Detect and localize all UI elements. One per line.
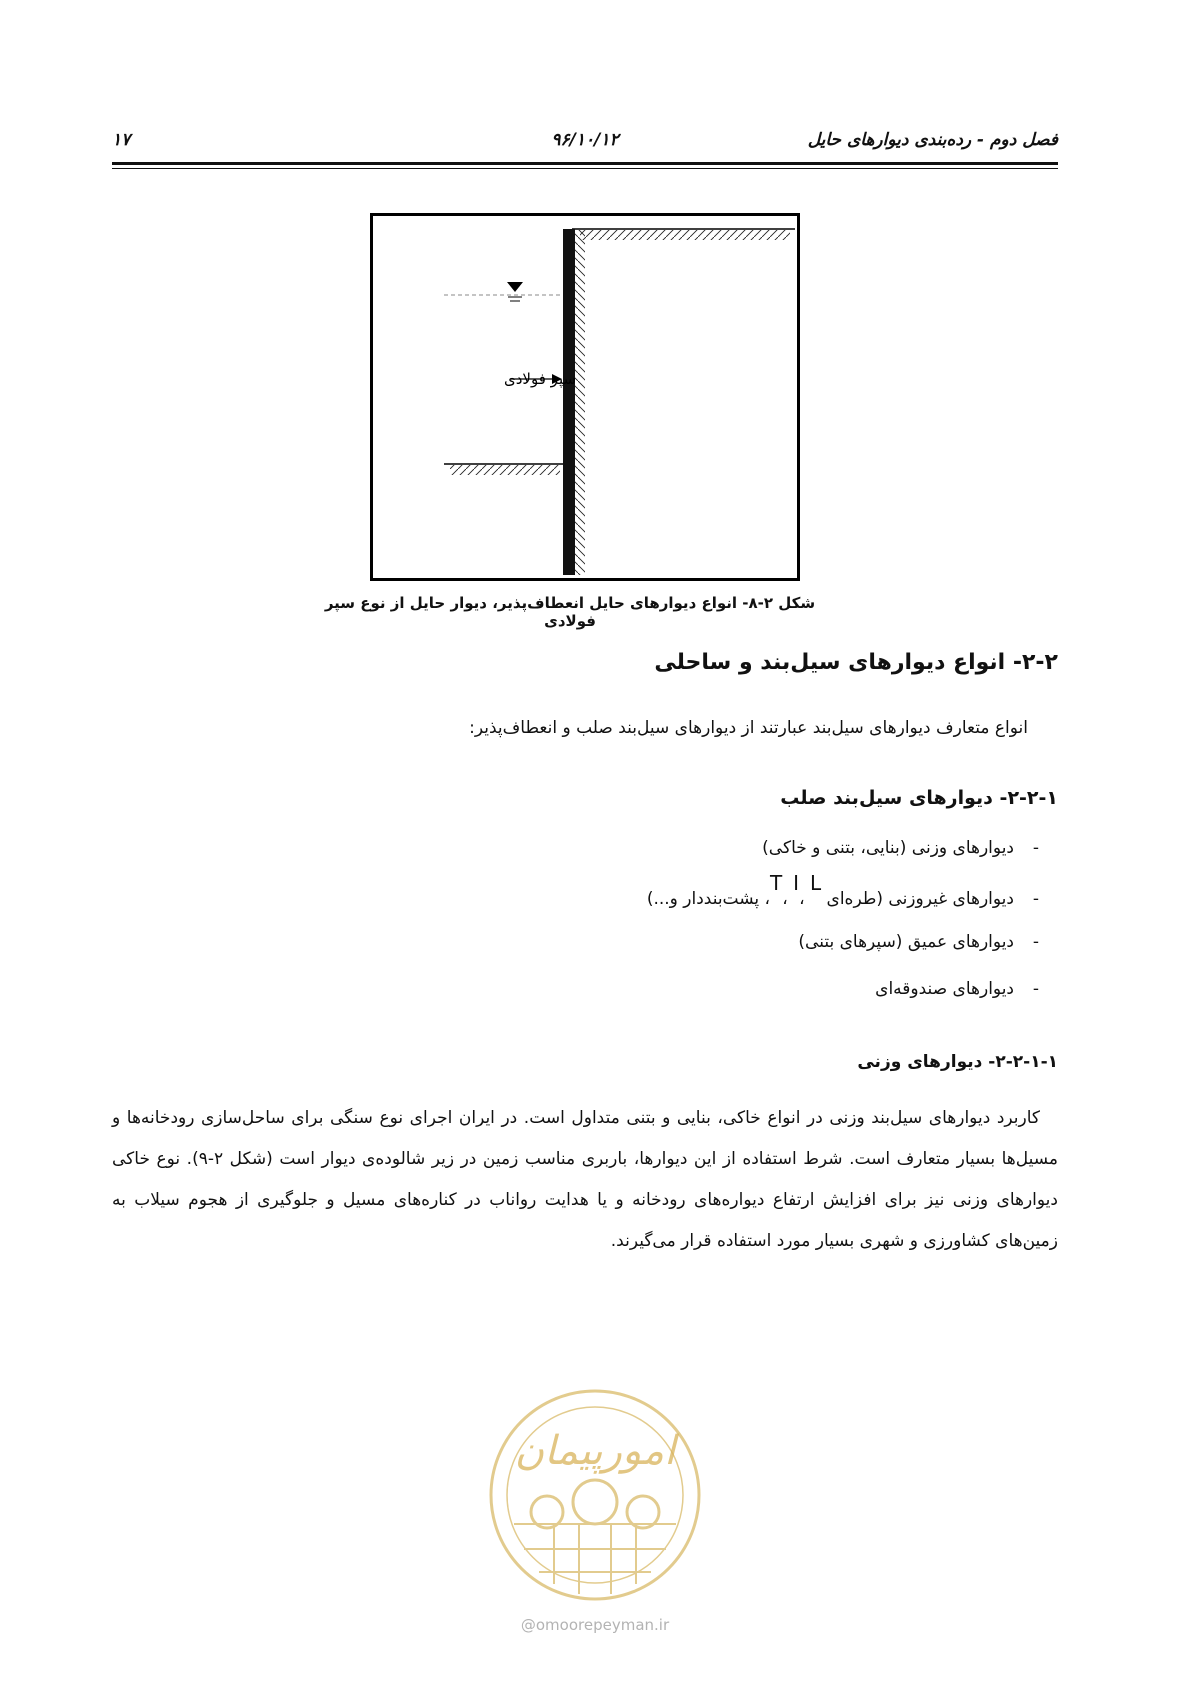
- watermark-seal-logo: [484, 1384, 706, 1606]
- figure-caption: شکل ۲-۸- انواع دیوارهای حایل انعطاف‌پذیر، دیوار حایل از نوع سپر فولادی: [324, 594, 816, 630]
- intro-paragraph: انواع متعارف دیوارهای سیل‌بند عبارتند از دیوارهای سیل‌بند صلب و انعطاف‌پذیر:: [469, 718, 1028, 738]
- header-date: ۹۶/۱۰/۱۲: [551, 130, 619, 150]
- letter-I: I: [793, 871, 800, 895]
- sheet-pile-label: سپر فولادی: [504, 370, 577, 388]
- body-paragraph: کاربرد دیوارهای سیل‌بند وزنی در انواع خاکی، بنایی و بتنی متداول است. در ایران اجرای نوع سنگی برای ساحل‌سازی رودخانه‌ها و مسیل‌ها بسیار متعارف است. شرط استفاده از این دیوارها، باربری مناسب زمین در زیر شالوده‌ی دیوار است (شکل ۲-۹). نوع خاکی دیوارهای وزنی نیز برای افزایش ارتفاع دیواره‌های رودخانه و یا هدایت رواناب در کناره‌های مسیل و جلوگیری از هجوم سیلاب به زمین‌های کشاورزی و شهری بسیار مورد استفاده قرار می‌گیرند.: [112, 1108, 1059, 1251]
- retained-soil-hatch-top: [580, 230, 790, 240]
- page-header: [112, 130, 1058, 160]
- subsection-heading: ۲-۲-۱- دیوارهای سیل‌بند صلب: [780, 787, 1058, 809]
- retained-soil-hatch-wall: [575, 230, 585, 575]
- list-item: -دیوارهای وزنی (بنایی، بتنی و خاکی): [762, 838, 1040, 858]
- chapter-title: فصل دوم - رده‌بندی دیوارهای حایل: [807, 130, 1058, 150]
- watermark-site: @omoorepeyman.ir: [520, 1616, 670, 1634]
- sheet-pile-diagram: [370, 213, 800, 583]
- seal-text: امورپیمان: [514, 1428, 676, 1474]
- header-rule-thick: [112, 162, 1058, 165]
- page-number: ۱۷: [112, 130, 131, 150]
- list-item: -دیوارهای عمیق (سپرهای بتنی): [798, 932, 1040, 952]
- wall-types-list: [647, 838, 1058, 1026]
- dredge-soil-hatch: [450, 465, 560, 475]
- list-item: -دیوارهای صندوقه‌ای: [875, 979, 1040, 999]
- header-rule-thin: [112, 168, 1058, 169]
- subsubsection-heading: ۲-۲-۱-۱- دیوارهای وزنی: [857, 1052, 1058, 1072]
- letter-L: L: [809, 871, 822, 895]
- letter-T: T: [770, 871, 783, 895]
- section-heading: ۲-۲- انواع دیوارهای سیل‌بند و ساحلی: [654, 650, 1058, 675]
- steel-sheet-pile: [563, 229, 575, 575]
- list-item: -دیوارهای غیروزنی (طره‌ای T، I، L، پشت‌بنددار و...): [646, 871, 1040, 909]
